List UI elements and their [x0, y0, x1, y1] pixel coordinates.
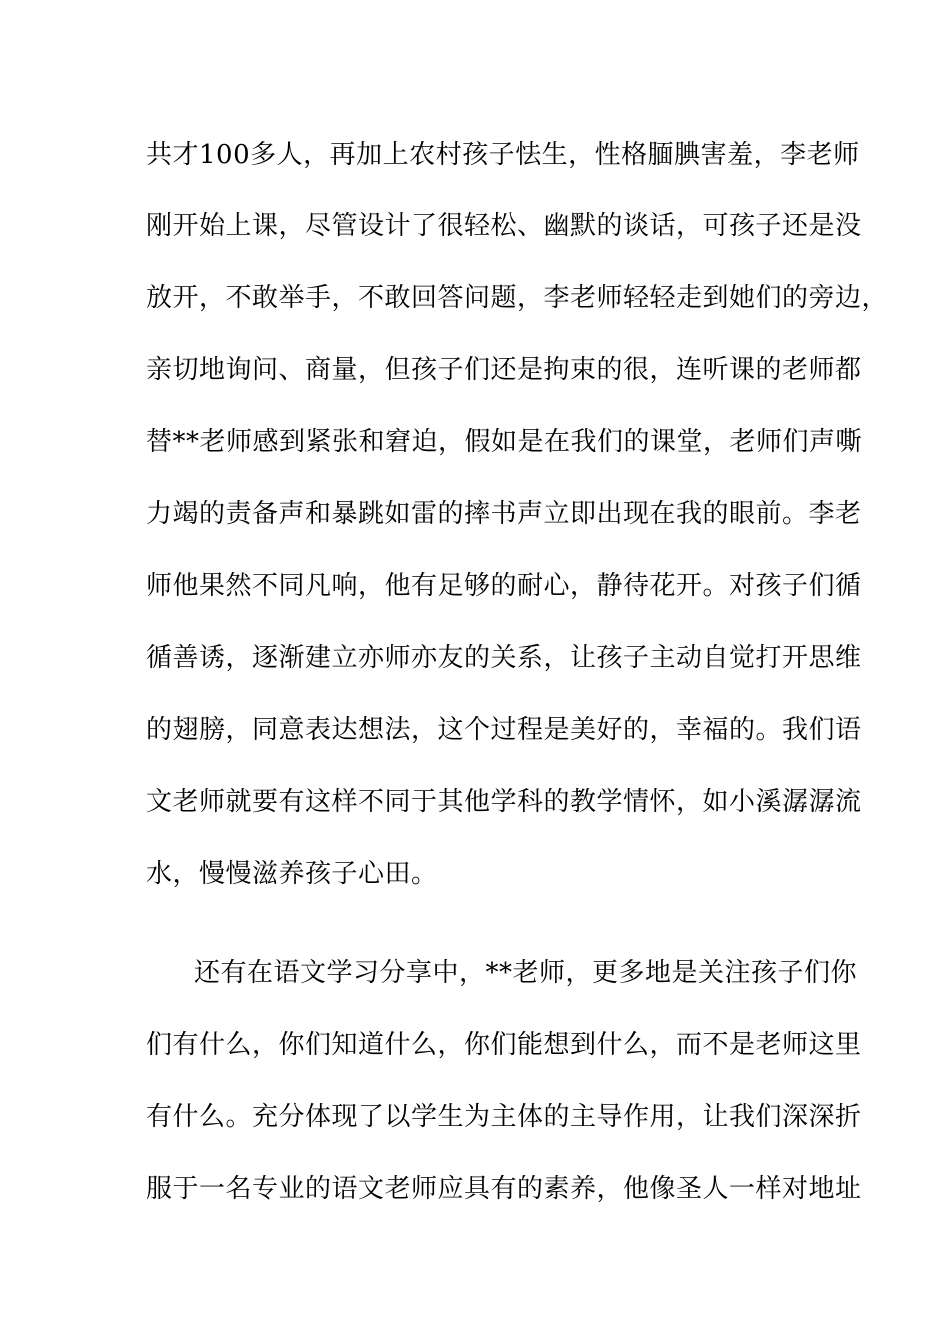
- paragraph-line-15: 服于一名专业的语文老师应具有的素养，他像圣人一样对地址: [146, 1174, 862, 1204]
- paragraph-line-12: 还有在语文学习分享中，**老师，更多地是关注孩子们你: [194, 958, 858, 988]
- paragraph-line-9: 的翅膀，同意表达想法，这个过程是美好的，幸福的。我们语: [146, 715, 862, 745]
- paragraph-line-11: 水，慢慢滋养孩子心田。: [146, 859, 438, 889]
- paragraph-line-7: 师他果然不同凡响，他有足够的耐心，静待花开。对孩子们循: [146, 571, 862, 601]
- paragraph-line-6: 力竭的责备声和暴跳如雷的摔书声立即出现在我的眼前。李老: [146, 499, 862, 529]
- paragraph-line-4: 亲切地询问、商量，但孩子们还是拘束的很，连听课的老师都: [146, 355, 862, 385]
- paragraph-line-3: 放开，不敢举手，不敢回答问题，李老师轻轻走到她们的旁边，: [146, 283, 889, 313]
- paragraph-line-13: 们有什么，你们知道什么，你们能想到什么，而不是老师这里: [146, 1030, 862, 1060]
- paragraph-line-5: 替**老师感到紧张和窘迫，假如是在我们的课堂，老师们声嘶: [146, 427, 863, 457]
- paragraph-line-1: 共才100多人，再加上农村孩子怯生，性格腼腆害羞，李老师: [146, 140, 860, 170]
- paragraph-line-10: 文老师就要有这样不同于其他学科的教学情怀，如小溪潺潺流: [146, 787, 862, 817]
- paragraph-line-14: 有什么。充分体现了以学生为主体的主导作用，让我们深深折: [146, 1102, 862, 1132]
- paragraph-line-2: 刚开始上课，尽管设计了很轻松、幽默的谈话，可孩子还是没: [146, 211, 862, 241]
- paragraph-line-8: 循善诱，逐渐建立亦师亦友的关系，让孩子主动自觉打开思维: [146, 643, 862, 673]
